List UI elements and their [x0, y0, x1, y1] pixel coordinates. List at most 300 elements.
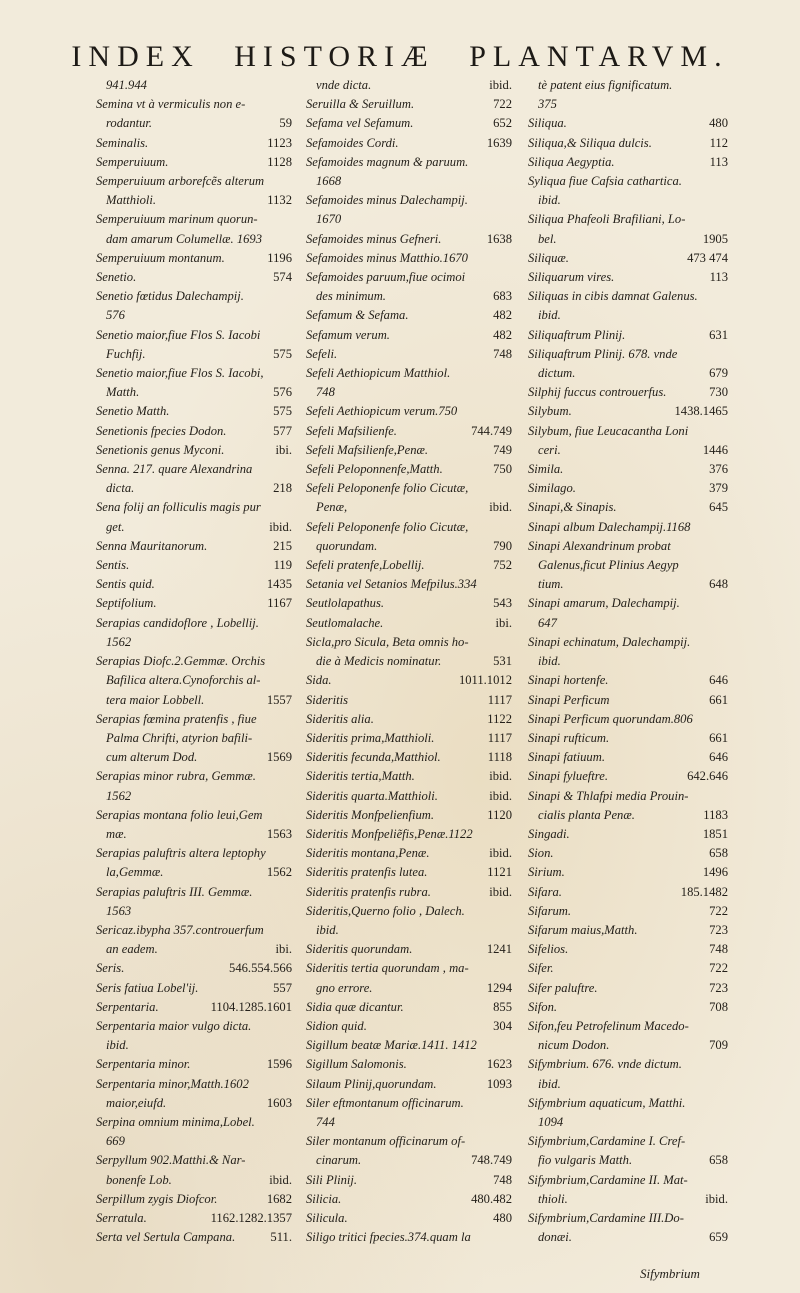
index-entry: [96, 95, 292, 114]
index-entry: [96, 1017, 292, 1036]
index-entry: [96, 383, 292, 402]
index-entry: [528, 556, 728, 575]
index-entry: [528, 691, 728, 710]
index-term: Singadi.: [528, 826, 570, 841]
index-page-ref: 1183: [703, 807, 728, 822]
index-page-ref: ibid.: [489, 884, 512, 899]
index-entry: [306, 652, 512, 671]
index-page-ref: 748.749: [471, 1153, 512, 1168]
index-entry: [306, 249, 512, 268]
index-term: Sili Plinij.: [306, 1172, 358, 1187]
index-entry: [96, 153, 292, 172]
index-entry: [96, 825, 292, 844]
index-entry: [528, 748, 728, 767]
index-entry: [96, 518, 292, 537]
index-page-ref: 577: [273, 423, 292, 438]
index-term: Sefeli pratenfe,Lobellij.: [306, 558, 425, 573]
index-entry: [96, 671, 292, 690]
index-entry: [528, 806, 728, 825]
index-page-ref: 648: [709, 577, 728, 592]
index-term: quorundam.: [316, 538, 378, 553]
index-entry: [528, 364, 728, 383]
index-page-ref: 1117: [487, 692, 512, 707]
index-term: Sinapi,& Sinapis.: [528, 500, 617, 515]
index-entry: [528, 863, 728, 882]
index-term: dictum.: [538, 366, 576, 381]
index-entry: [528, 710, 728, 729]
index-term: Siliquæ.: [528, 250, 569, 265]
index-term: ibid.: [538, 1076, 561, 1091]
index-term: Senna Mauritanorum.: [96, 538, 208, 553]
index-term: Serpentaria minor,Matth.1602: [96, 1076, 249, 1091]
index-page-ref: 661: [709, 692, 728, 707]
index-term: Sifon.: [528, 999, 558, 1014]
index-page-ref: 1122: [487, 711, 512, 726]
index-entry: [306, 479, 512, 498]
index-term: Penæ,: [316, 500, 348, 515]
index-entry: [528, 979, 728, 998]
index-term: 1562: [106, 634, 132, 649]
index-entry: [96, 652, 292, 671]
index-page-ref: ibid.: [705, 1191, 728, 1206]
index-page-ref: 1294: [486, 980, 512, 995]
index-term: Septifolium.: [96, 596, 157, 611]
index-entry: [96, 614, 292, 633]
index-term: Sifymbrium. 676. vnde dictum.: [528, 1057, 682, 1072]
index-term: Senetio fœtidus Dalechampij.: [96, 289, 244, 304]
index-term: Semperuiuum montanum.: [96, 250, 225, 265]
index-term: Seruilla & Seruillum.: [306, 97, 415, 112]
index-page-ref: 1557: [266, 692, 292, 707]
index-entry: [306, 1036, 512, 1055]
index-term: Serpentaria minor.: [96, 1057, 191, 1072]
index-column-2: [306, 76, 512, 1247]
index-term: Silybum, fiue Leucacantha Loni: [528, 423, 689, 438]
index-term: 941.944: [106, 78, 147, 92]
index-entry: [528, 729, 728, 748]
index-term: Sion.: [528, 846, 554, 861]
index-page-ref: 482: [493, 327, 512, 342]
index-page-ref: ibi.: [495, 615, 512, 630]
index-entry: [528, 134, 728, 153]
index-entry: [306, 383, 512, 402]
index-term: Silicia.: [306, 1191, 342, 1206]
index-term: Sefeli.: [306, 346, 338, 361]
index-entry: [96, 575, 292, 594]
index-term: Senetio.: [96, 270, 137, 285]
index-page-ref: 1123: [267, 135, 292, 150]
index-term: ibid.: [106, 1038, 129, 1053]
index-entry: [528, 287, 728, 306]
index-term: Sideritis pratenfis rubra.: [306, 884, 431, 899]
index-term: thioli.: [538, 1191, 568, 1206]
header-word-index: INDEX: [71, 40, 200, 73]
index-entry: [528, 998, 728, 1017]
index-column-1: [96, 76, 292, 1247]
index-page-ref: 557: [273, 980, 292, 995]
index-entry: [306, 537, 512, 556]
index-term: Sideritis tertia quorundam , ma-: [306, 961, 469, 976]
index-term: dicta.: [106, 481, 135, 496]
index-page-ref: 1563: [266, 826, 292, 841]
index-term: Sentis.: [96, 558, 130, 573]
index-page-ref: 748: [493, 346, 512, 361]
index-term: Serapias fœmina pratenfis , fiue: [96, 711, 257, 726]
index-term: Sideritis pratenfis lutea.: [306, 865, 428, 880]
index-page-ref: 576: [273, 385, 292, 400]
index-page-ref: ibid.: [489, 500, 512, 515]
index-entry: [306, 959, 512, 978]
index-entry: [528, 1132, 728, 1151]
index-term: Sefamum & Sefama.: [306, 308, 409, 323]
index-entry: [528, 1075, 728, 1094]
index-page-ref: ibid.: [489, 78, 512, 92]
index-term: fio vulgaris Matth.: [538, 1153, 633, 1168]
index-entry: [96, 422, 292, 441]
index-term: 1094: [538, 1114, 564, 1129]
index-entry: [528, 383, 728, 402]
index-page-ref: ibid.: [489, 846, 512, 861]
index-term: 375: [538, 97, 557, 112]
index-entry: [96, 1055, 292, 1074]
index-term: Sena folij an folliculis magis pur: [96, 500, 261, 515]
index-column-3: [528, 76, 728, 1247]
index-term: Serapias paluftris III. Gemmæ.: [96, 884, 253, 899]
index-entry: [528, 767, 728, 786]
index-term: la,Gemmæ.: [106, 865, 164, 880]
index-entry: [528, 306, 728, 325]
index-term: ibid.: [538, 308, 561, 323]
index-term: Sefeli Mafsilienfe.: [306, 423, 397, 438]
index-entry: [306, 844, 512, 863]
index-page-ref: 574: [273, 270, 292, 285]
index-page-ref: 480.482: [471, 1191, 512, 1206]
index-entry: [528, 249, 728, 268]
index-entry: [528, 614, 728, 633]
index-entry: [528, 95, 728, 114]
index-term: Sideritis Monfpelienfium.: [306, 807, 435, 822]
index-entry: [96, 76, 292, 95]
index-page-ref: 722: [709, 961, 728, 976]
index-term: Sinapi rufticum.: [528, 730, 610, 745]
index-entry: [528, 1190, 728, 1209]
index-entry: [528, 844, 728, 863]
index-term: Serpina omnium minima,Lobel.: [96, 1114, 255, 1129]
index-entry: [306, 268, 512, 287]
index-entry: [306, 806, 512, 825]
index-term: Simila.: [528, 462, 564, 477]
index-term: die à Medicis nominatur.: [316, 654, 442, 669]
index-term: Sefamum verum.: [306, 327, 390, 342]
index-entry: [306, 575, 512, 594]
index-term: Similago.: [528, 481, 576, 496]
index-term: Siler montanum officinarum of-: [306, 1134, 466, 1149]
index-page-ref: 113: [709, 270, 728, 285]
index-term: 647: [538, 615, 557, 630]
index-entry: [306, 1094, 512, 1113]
index-term: Sideritis: [306, 692, 348, 707]
index-term: rodantur.: [106, 116, 153, 131]
index-page-ref: 543: [493, 596, 512, 611]
index-term: 576: [106, 308, 125, 323]
index-page-ref: 646: [709, 673, 728, 688]
index-term: Sigillum beatæ Mariæ.1411. 1412: [306, 1038, 477, 1053]
index-term: Senetionis genus Myconi.: [96, 442, 225, 457]
index-term: Silphij fuccus controuerfus.: [528, 385, 667, 400]
index-term: Sefeli Aethiopicum Matthiol.: [306, 366, 451, 381]
index-page-ref: 112: [709, 135, 728, 150]
index-entry: [306, 1209, 512, 1228]
index-term: cinarum.: [316, 1153, 362, 1168]
index-entry: [528, 1055, 728, 1074]
index-entry: [96, 479, 292, 498]
index-entry: [96, 172, 292, 191]
index-term: Senetio Matth.: [96, 404, 170, 419]
index-page-ref: 642.646: [687, 769, 728, 784]
index-term: Fuchfij.: [106, 346, 146, 361]
index-term: Siliquarum vires.: [528, 270, 615, 285]
index-entry: [96, 114, 292, 133]
index-entry: [528, 1094, 728, 1113]
index-entry: [96, 268, 292, 287]
index-page-ref: 1438.1465: [674, 404, 728, 419]
index-entry: [96, 249, 292, 268]
index-term: dam amarum Columellæ. 1693: [106, 231, 263, 246]
index-page-ref: 723: [709, 980, 728, 995]
index-term: Sirium.: [528, 865, 565, 880]
index-term: Sideritis Monfpeliẽfis,Penæ.1122: [306, 826, 473, 841]
index-page-ref: ibi.: [275, 442, 292, 457]
index-page-ref: ibid.: [269, 1172, 292, 1187]
index-term: Sefamoides minus Matthio.1670: [306, 250, 468, 265]
index-page-ref: 661: [709, 730, 728, 745]
index-entry: [96, 940, 292, 959]
index-entry: [306, 114, 512, 133]
index-page-ref: 1603: [266, 1095, 292, 1110]
index-entry: [306, 921, 512, 940]
index-term: Sifymbrium,Cardamine III.Do-: [528, 1210, 684, 1225]
index-page-ref: 709: [709, 1038, 728, 1053]
index-term: Sericaz.ibypha 357.controuerfum: [96, 922, 264, 937]
index-term: Sinapi echinatum, Dalechampij.: [528, 634, 691, 649]
index-term: Siliqua.: [528, 116, 567, 131]
index-term: get.: [106, 519, 125, 534]
index-entry: [528, 422, 728, 441]
index-term: Sefamoides magnum & paruum.: [306, 154, 469, 169]
index-entry: [306, 614, 512, 633]
index-entry: [306, 364, 512, 383]
index-page-ref: ibid.: [269, 519, 292, 534]
index-page-ref: 113: [709, 154, 728, 169]
index-term: Matthioli.: [106, 193, 157, 208]
index-entry: [528, 594, 728, 613]
index-entry: [96, 134, 292, 153]
index-term: donæi.: [538, 1230, 572, 1245]
index-page-ref: 1104.1285.1601: [210, 999, 292, 1014]
index-page-ref: 1569: [266, 750, 292, 765]
index-page-ref: 546.554.566: [229, 961, 292, 976]
index-term: Seutlolapathus.: [306, 596, 385, 611]
index-page-ref: 723: [709, 922, 728, 937]
catchword: Sifymbrium: [640, 1266, 700, 1281]
index-entry: [306, 306, 512, 325]
index-entry: [306, 230, 512, 249]
index-page-ref: 1851: [702, 826, 728, 841]
index-term: Serpillum zygis Diofcor.: [96, 1191, 218, 1206]
index-term: Siliqua,& Siliqua dulcis.: [528, 135, 652, 150]
index-term: Sideritis alia.: [306, 711, 374, 726]
index-term: ceri.: [538, 442, 561, 457]
index-entry: [306, 1151, 512, 1170]
index-entry: [96, 767, 292, 786]
index-term: Sefeli Peloponenfe folio Cicutæ,: [306, 519, 469, 534]
index-entry: [528, 268, 728, 287]
index-entry: [96, 1036, 292, 1055]
index-term: Matth.: [106, 385, 140, 400]
index-term: ibid.: [538, 654, 561, 669]
index-term: Syliqua fiue Cafsia cathartica.: [528, 174, 682, 189]
index-entry: [528, 345, 728, 364]
index-page-ref: 749: [493, 442, 512, 457]
index-entry: [306, 787, 512, 806]
index-term: Serratula.: [96, 1210, 147, 1225]
index-entry: [306, 767, 512, 786]
index-page-ref: 1596: [266, 1057, 292, 1072]
index-page-ref: 744.749: [471, 423, 512, 438]
index-term: Sideritis prima,Matthioli.: [306, 730, 435, 745]
index-page-ref: 722: [709, 903, 728, 918]
index-term: Sentis quid.: [96, 577, 155, 592]
header-word-plantarum: PLANTARVM.: [469, 40, 729, 73]
index-entry: [96, 326, 292, 345]
index-term: Sefamoides minus Dalechampij.: [306, 193, 468, 208]
index-entry: [528, 959, 728, 978]
index-entry: [528, 210, 728, 229]
index-term: Sinapi amarum, Dalechampij.: [528, 596, 680, 611]
index-term: Sidia quæ dicantur.: [306, 999, 404, 1014]
index-term: Siler eftmontanum officinarum.: [306, 1095, 464, 1110]
index-entry: [306, 556, 512, 575]
index-entry: [96, 729, 292, 748]
index-entry: [306, 710, 512, 729]
index-term: Sinapi Alexandrinum probat: [528, 538, 671, 553]
index-term: Sefamoides Cordi.: [306, 135, 399, 150]
index-page-ref: ibid.: [489, 788, 512, 803]
index-page-ref: 652: [493, 116, 512, 131]
index-term: 1670: [316, 212, 342, 227]
index-entry: [306, 95, 512, 114]
index-term: Semperuiuum marinum quorun-: [96, 212, 258, 227]
index-entry: [528, 1209, 728, 1228]
index-entry: [96, 230, 292, 249]
index-page-ref: 575: [273, 346, 292, 361]
index-entry: [306, 1113, 512, 1132]
index-entry: [96, 844, 292, 863]
index-entry: [96, 1209, 292, 1228]
index-entry: [528, 825, 728, 844]
index-entry: [96, 748, 292, 767]
index-entry: [96, 691, 292, 710]
index-page-ref: 1623: [486, 1057, 512, 1072]
index-term: 1562: [106, 788, 132, 803]
index-entry: [528, 114, 728, 133]
index-entry: [528, 479, 728, 498]
index-entry: [528, 402, 728, 421]
index-entry: [96, 902, 292, 921]
index-entry: [528, 787, 728, 806]
index-entry: [96, 460, 292, 479]
index-page-ref: 473 474: [687, 250, 728, 265]
index-entry: [528, 326, 728, 345]
index-term: Serapias paluftris altera leptophy: [96, 846, 266, 861]
index-entry: [306, 729, 512, 748]
index-entry: [306, 748, 512, 767]
index-page-ref: 1562: [266, 865, 292, 880]
index-entry: [306, 633, 512, 652]
index-page-ref: ibid.: [489, 769, 512, 784]
running-header: [0, 40, 800, 74]
index-entry: [528, 191, 728, 210]
index-entry: [528, 940, 728, 959]
index-page-ref: 185.1482: [680, 884, 728, 899]
index-page-ref: 1128: [267, 154, 292, 169]
index-entry: [96, 364, 292, 383]
index-page-ref: 855: [493, 999, 512, 1014]
index-entry: [306, 1171, 512, 1190]
index-entry: [306, 153, 512, 172]
index-entry: [528, 1151, 728, 1170]
index-page-ref: 1118: [487, 750, 512, 765]
index-entry: [528, 1113, 728, 1132]
index-term: bonenfe Lob.: [106, 1172, 172, 1187]
index-page-ref: 748: [709, 942, 728, 957]
index-term: Serapias minor rubra, Gemmæ.: [96, 769, 256, 784]
index-page-ref: 1905: [702, 231, 728, 246]
index-term: Sefama vel Sefamum.: [306, 116, 414, 131]
index-entry: [96, 787, 292, 806]
index-term: tium.: [538, 577, 564, 592]
index-page-ref: 748: [493, 1172, 512, 1187]
index-entry: [528, 1017, 728, 1036]
index-page-ref: 645: [709, 500, 728, 515]
index-entry: [306, 287, 512, 306]
index-term: 669: [106, 1134, 125, 1149]
index-page-ref: 1162.1282.1357: [210, 1210, 292, 1225]
index-entry: [96, 1094, 292, 1113]
index-term: Serpentaria.: [96, 999, 159, 1014]
index-term: Sinapi album Dalechampij.1168: [528, 519, 691, 534]
index-page-ref: 215: [273, 538, 292, 553]
index-term: Senetio maior,fiue Flos S. Iacobi,: [96, 366, 264, 381]
index-entry: [306, 76, 512, 95]
index-term: Seris.: [96, 961, 125, 976]
index-term: Sifon,feu Petrofelinum Macedo-: [528, 1018, 689, 1033]
index-term: Sinapi hortenfe.: [528, 673, 609, 688]
index-entry: [528, 460, 728, 479]
index-entry: [306, 1017, 512, 1036]
index-term: Silaum Plinij,quorundam.: [306, 1076, 437, 1091]
index-page-ref: 683: [493, 289, 512, 304]
index-term: Sinapi & Thlafpi media Prouin-: [528, 788, 689, 803]
index-term: Siliquas in cibis damnat Galenus.: [528, 289, 698, 304]
index-entry: [528, 537, 728, 556]
index-entry: [528, 902, 728, 921]
index-term: des minimum.: [316, 289, 386, 304]
index-entry: [528, 671, 728, 690]
index-term: Palma Chrifti, atyrion bafili-: [106, 730, 253, 745]
index-entry: [96, 710, 292, 729]
index-entry: [306, 402, 512, 421]
